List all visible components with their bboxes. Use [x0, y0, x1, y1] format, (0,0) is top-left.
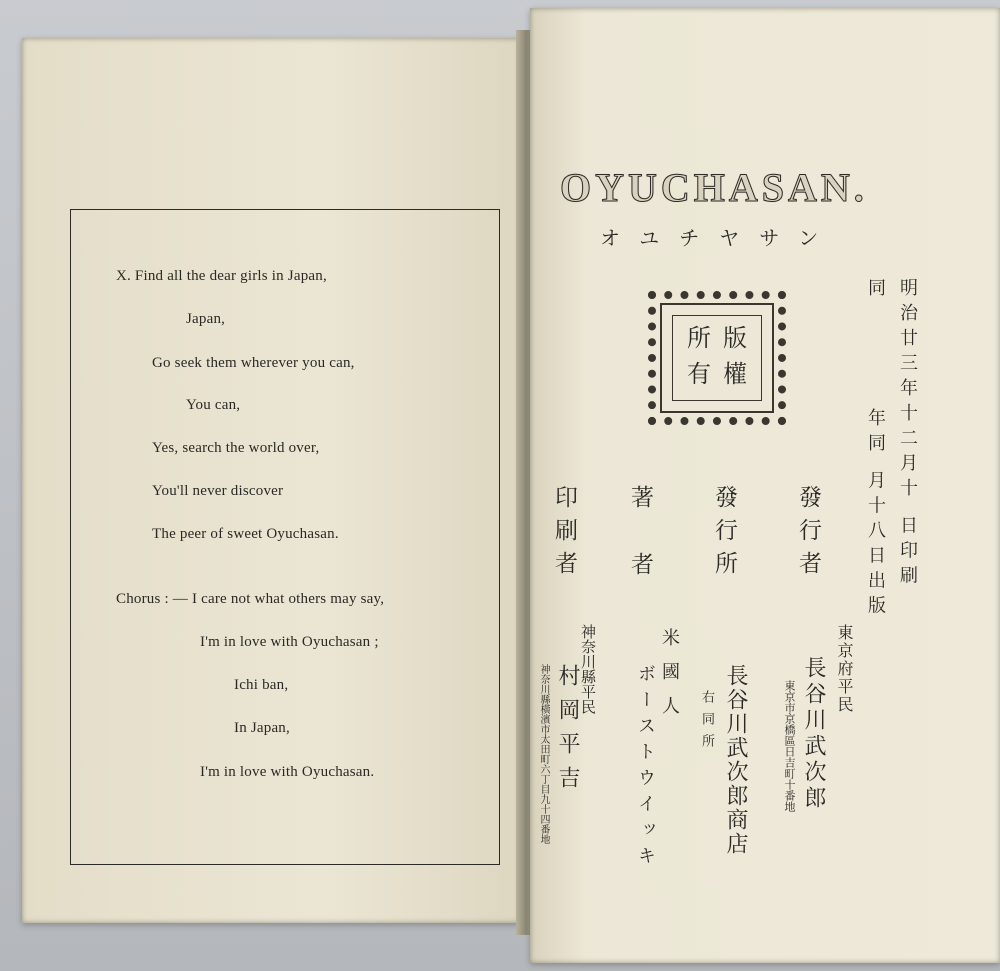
verse-line: X. Find all the dear girls in Japan,: [116, 268, 327, 284]
chorus-line: I'm in love with Oyuchasan.: [200, 764, 375, 780]
right-page: [530, 8, 1000, 963]
printer-address: 神奈川縣橫濱市太田町六丁目九十四番地: [538, 664, 549, 844]
printer-name: 村岡平吉: [555, 664, 580, 800]
publish-date: 年同 月十八日出版: [865, 408, 886, 621]
publisher-name: 長谷川武次郎: [801, 656, 826, 812]
label-publishing-house: 發行所: [711, 485, 737, 584]
label-printer: 印刷者: [551, 485, 577, 584]
publisher-address: 東京市京橋區日吉町十番地: [783, 680, 796, 812]
chorus-line: Chorus : — I care not what others may say,: [116, 591, 385, 607]
label-author: 著者: [627, 485, 653, 619]
title-kana: オユチヤサン: [600, 226, 839, 250]
author-name: ボーストウイッキ: [635, 664, 656, 872]
author-nationality: 米國人: [659, 628, 680, 730]
verse-line: You can,: [186, 397, 241, 413]
seal-inner-frame: [672, 315, 762, 401]
page-title: OYUCHASAN.: [560, 165, 868, 210]
publishing-house-name: 長谷川武次郎商店: [723, 664, 748, 856]
printer-origin: 神奈川縣平民: [579, 624, 597, 714]
copyright-seal: [648, 291, 786, 425]
publishing-house-address: 右同所: [699, 690, 714, 756]
seal-char: 權: [723, 360, 747, 388]
verse-line: The peer of sweet Oyuchasan.: [152, 526, 339, 542]
verse-line: You'll never discover: [152, 483, 284, 499]
verse-line: Japan,: [186, 311, 226, 327]
seal-char: 所: [687, 324, 711, 352]
chorus-line: In Japan,: [234, 720, 290, 736]
label-publisher: 發行者: [795, 485, 821, 584]
verse-line: Go seek them wherever you can,: [152, 355, 355, 371]
seal-char: 有: [687, 360, 711, 388]
chorus-line: I'm in love with Oyuchasan ;: [200, 634, 379, 650]
publisher-origin: 東京府平民: [835, 624, 854, 714]
chorus-line: Ichi ban,: [234, 677, 289, 693]
print-date: 明治廿三年十二月十 日印刷: [897, 278, 918, 591]
publish-date-prefix: 同: [865, 278, 886, 296]
seal-char: 版: [723, 324, 747, 352]
verse-line: Yes, search the world over,: [152, 440, 320, 456]
